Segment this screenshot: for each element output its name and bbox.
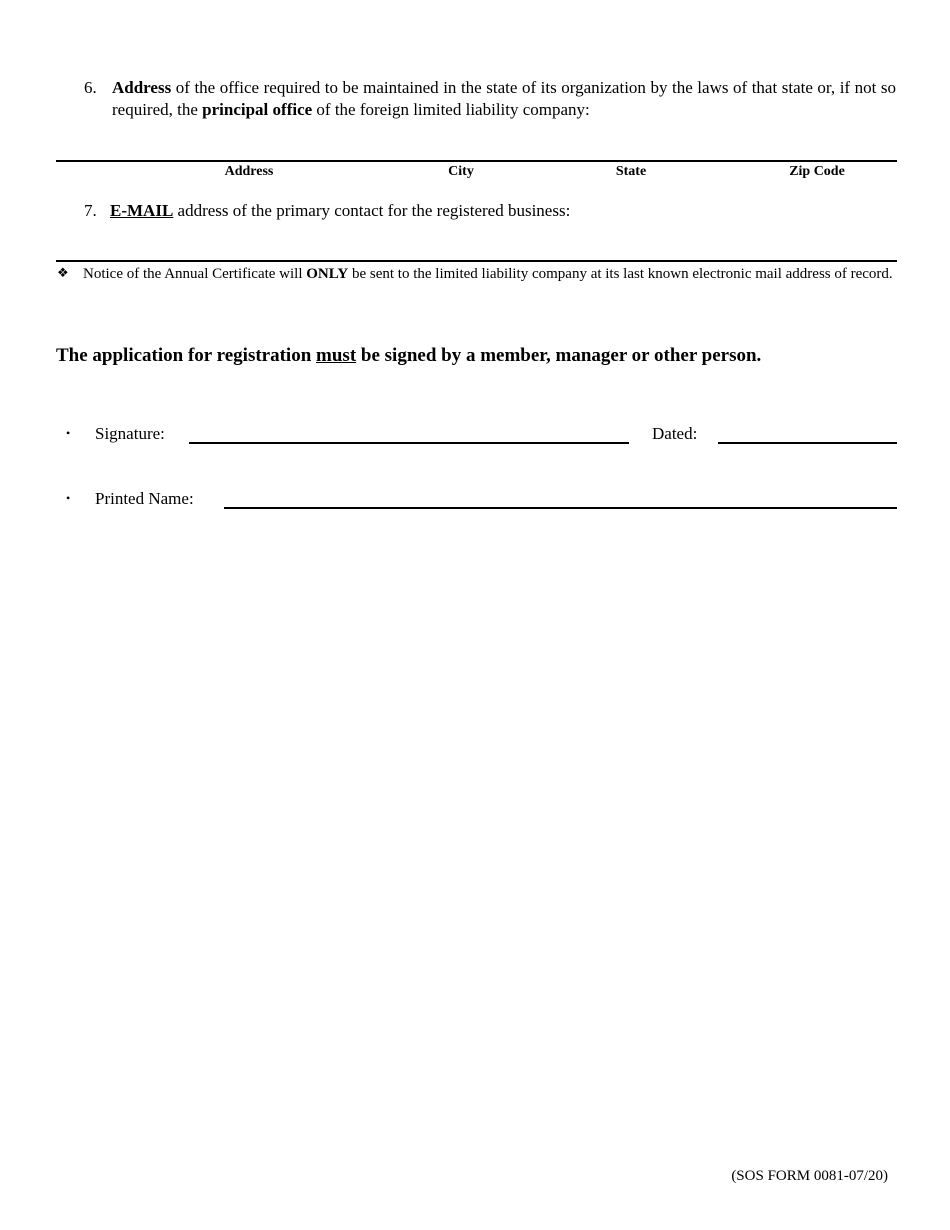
address-input-line[interactable]: [56, 160, 897, 162]
column-city-label: City: [448, 164, 474, 179]
item-number: 6.: [84, 78, 97, 97]
printed-name-label: Printed Name:: [95, 489, 194, 508]
column-zip-label: Zip Code: [789, 164, 845, 179]
item-6-address: [84, 77, 896, 121]
printed-name-line[interactable]: [224, 507, 897, 509]
form-number-footer: (SOS FORM 0081-07/20): [731, 1168, 888, 1184]
email-input-line[interactable]: [56, 260, 897, 262]
email-heading: E-MAIL: [110, 201, 174, 220]
bold-address: Address: [112, 78, 172, 97]
signing-instruction: The application for registration must be signed by a member, manager or other person.: [56, 345, 762, 366]
item-number: 7.: [84, 201, 97, 220]
item-7-email: 7. E-MAIL address of the primary contact for the registered business:: [84, 201, 571, 220]
column-address-label: Address: [224, 164, 274, 179]
signature-label: Signature:: [95, 424, 165, 443]
signature-line[interactable]: [189, 442, 629, 444]
diamond-bullet-icon: ❖: [57, 266, 69, 281]
dated-label: Dated:: [652, 424, 698, 443]
bullet-icon: •: [66, 491, 71, 505]
bold-principal-office: principal office: [202, 100, 313, 119]
item-6-text: Address of the office required to be maintained in the state of its organization by the laws of that state or, if not so required, the principal office of the foreign limited liability company:: [112, 78, 896, 119]
must-emphasis: must: [316, 345, 357, 366]
column-state-label: State: [615, 164, 647, 179]
annual-certificate-notice: [57, 264, 897, 284]
bullet-icon: •: [66, 426, 71, 440]
notice-text: Notice of the Annual Certificate will ONLY be sent to the limited liability company at its last known electronic mail address of record.: [83, 266, 893, 282]
dated-line[interactable]: [718, 442, 897, 444]
